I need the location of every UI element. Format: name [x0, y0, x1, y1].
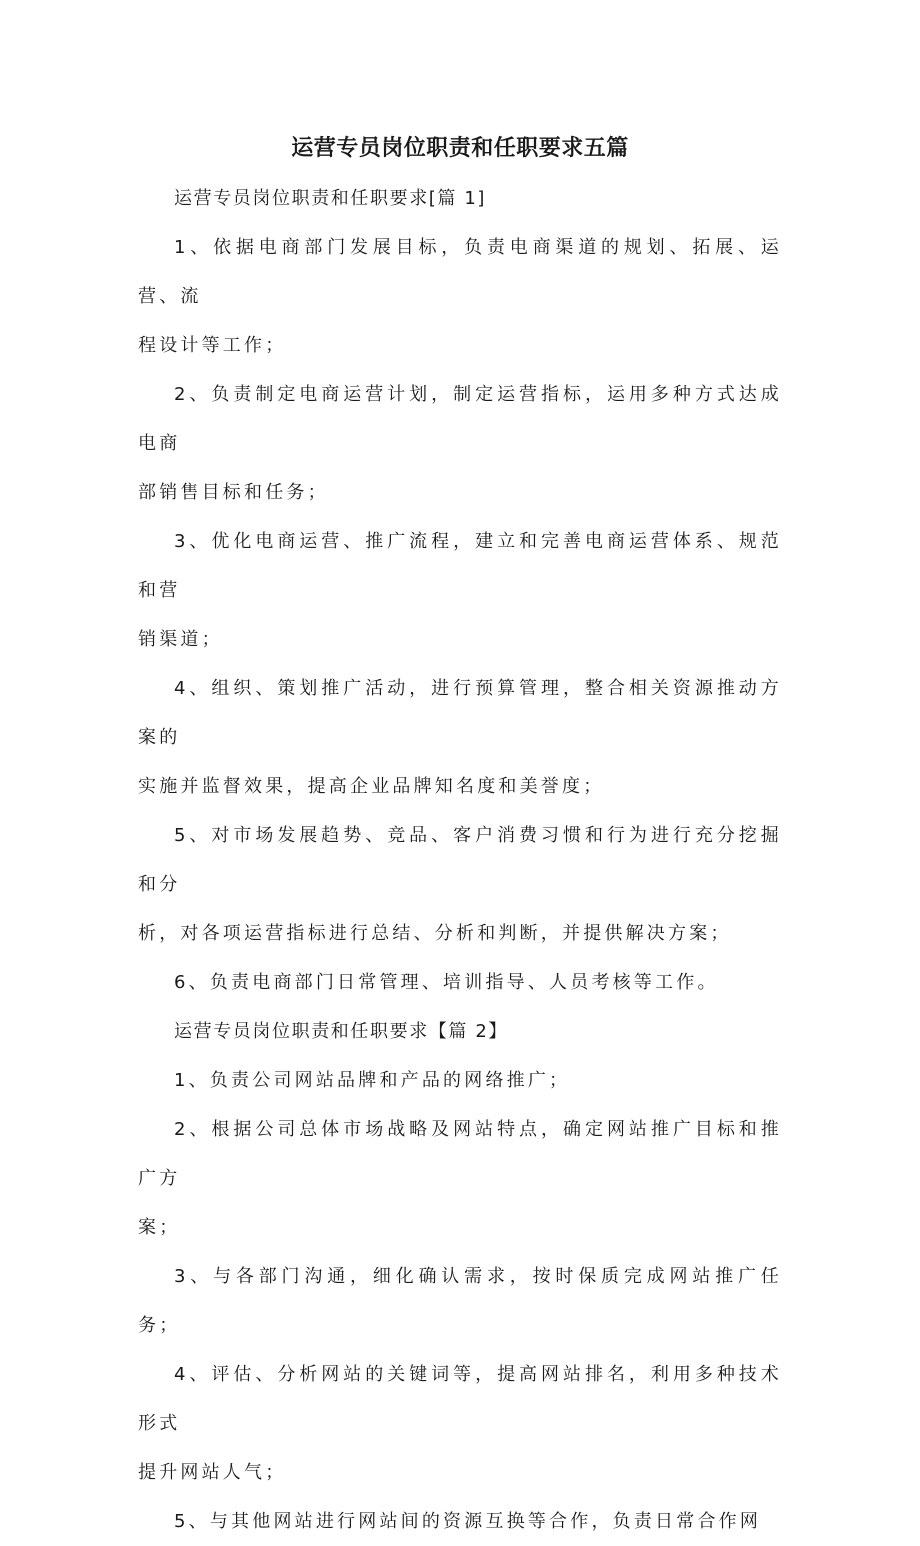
paragraph-line: 5、对市场发展趋势、竞品、客户消费习惯和行为进行充分挖掘和分	[138, 825, 782, 895]
list-item	[138, 958, 782, 1007]
paragraph-line: 6、负责电商部门日常管理、培训指导、人员考核等工作。	[174, 972, 719, 993]
paragraph-line: 销渠道；	[138, 629, 223, 650]
paragraph-line: 4、组织、策划推广活动，进行预算管理，整合相关资源推动方案的	[138, 678, 782, 748]
list-item	[138, 370, 782, 517]
paragraph-line: 析，对各项运营指标进行总结、分析和判断，并提供解决方案；	[138, 923, 732, 944]
section-heading	[138, 1007, 782, 1056]
list-item	[138, 1252, 782, 1350]
paragraph-line: 4、评估、分析网站的关键词等，提高网站排名，利用多种技术形式	[138, 1364, 782, 1434]
paragraph-line: 5、与其他网站进行网站间的资源互换等合作，负责日常合作网	[174, 1511, 762, 1532]
paragraph-line: 部销售目标和任务；	[138, 482, 329, 503]
paragraph-line: 提升网站人气；	[138, 1462, 287, 1483]
document-body	[138, 174, 782, 1546]
list-item	[138, 517, 782, 664]
paragraph-line: 运营专员岗位职责和任职要求【篇 2】	[174, 1021, 508, 1042]
paragraph-line: 3、优化电商运营、推广流程，建立和完善电商运营体系、规范和营	[138, 531, 782, 601]
paragraph-line: 1、负责公司网站品牌和产品的网络推广；	[174, 1070, 571, 1091]
list-item	[138, 1497, 782, 1546]
paragraph-line: 2、负责制定电商运营计划，制定运营指标，运用多种方式达成电商	[138, 384, 782, 454]
paragraph-line: 1、依据电商部门发展目标，负责电商渠道的规划、拓展、运营、流	[138, 237, 782, 307]
list-item	[138, 1056, 782, 1105]
list-item	[138, 664, 782, 811]
paragraph-line: 2、根据公司总体市场战略及网站特点，确定网站推广目标和推广方	[138, 1119, 782, 1189]
list-item	[138, 1105, 782, 1252]
list-item	[138, 811, 782, 958]
paragraph-line: 运营专员岗位职责和任职要求[篇 1]	[174, 188, 487, 209]
paragraph-line: 案；	[138, 1217, 181, 1238]
paragraph-line: 程设计等工作；	[138, 335, 287, 356]
paragraph-line: 3、与各部门沟通，细化确认需求，按时保质完成网站推广任务；	[138, 1266, 782, 1336]
section-heading	[138, 174, 782, 223]
list-item	[138, 1350, 782, 1497]
list-item	[138, 223, 782, 370]
paragraph-line: 实施并监督效果，提高企业品牌知名度和美誉度；	[138, 776, 605, 797]
document-page	[138, 124, 782, 1546]
document-title: 运营专员岗位职责和任职要求五篇	[291, 136, 629, 161]
